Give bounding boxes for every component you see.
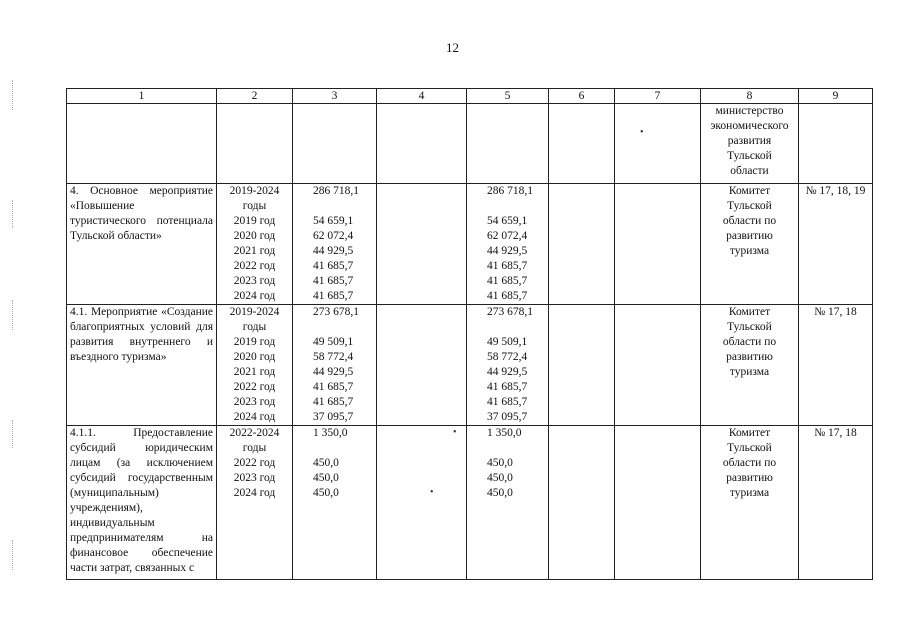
table-row xyxy=(67,104,873,184)
col6-cell xyxy=(549,305,615,426)
table-row xyxy=(67,305,873,426)
executor-line: развития xyxy=(727,135,772,147)
table-row xyxy=(67,426,873,580)
column-header: 8 xyxy=(701,89,799,104)
period-line: 2019-2024 годы xyxy=(229,185,280,212)
executor-cell xyxy=(701,305,799,426)
page-number: 12 xyxy=(446,40,459,55)
col4-cell xyxy=(377,104,467,184)
amount-line: 450,0 xyxy=(313,472,339,484)
amount-line: 41 685,7 xyxy=(313,275,354,287)
period-cell xyxy=(217,426,293,580)
period-line: 2021 год xyxy=(233,366,276,378)
regional-budget-cell xyxy=(467,104,549,184)
table-row xyxy=(67,184,873,305)
amount-line: 49 509,1 xyxy=(487,336,528,348)
col4-cell xyxy=(377,184,467,305)
executor-line: Тульской xyxy=(727,321,772,333)
period-line: 2019-2024 годы xyxy=(229,306,280,333)
total-cell xyxy=(293,426,377,580)
amount-line: 58 772,4 xyxy=(487,351,528,363)
measures-table xyxy=(66,88,873,580)
amount-line: 37 095,7 xyxy=(487,411,528,423)
regional-budget-cell xyxy=(467,426,549,580)
column-header: 4 xyxy=(377,89,467,104)
scan-speck: • xyxy=(453,427,457,438)
executor-line: развитию xyxy=(726,351,773,363)
executor-line: Комитет xyxy=(728,306,771,318)
period-line: 2024 год xyxy=(233,411,276,423)
refs-cell xyxy=(799,104,873,184)
amount-line: 49 509,1 xyxy=(313,336,354,348)
period-line: 2021 год xyxy=(233,245,276,257)
period-line: 2020 год xyxy=(233,230,276,242)
executor-line: туризма xyxy=(729,245,770,257)
amount-line: 41 685,7 xyxy=(487,290,528,302)
executor-line: области по xyxy=(722,457,777,469)
amount-line: 44 929,5 xyxy=(313,366,354,378)
column-header: 3 xyxy=(293,89,377,104)
scan-margin-mark xyxy=(12,540,16,570)
amount-line: 41 685,7 xyxy=(313,260,354,272)
amount-line: 44 929,5 xyxy=(313,245,354,257)
scan-margin-mark xyxy=(12,80,16,110)
executor-line: области по xyxy=(722,336,777,348)
amount-line: 54 659,1 xyxy=(487,215,528,227)
period-line: 2023 год xyxy=(233,275,276,287)
column-header: 9 xyxy=(799,89,873,104)
measure-name-cell xyxy=(67,104,217,184)
period-line: 2022-2024 годы xyxy=(229,427,280,454)
amount-line: 41 685,7 xyxy=(487,381,528,393)
executor-cell xyxy=(701,104,799,184)
col6-cell xyxy=(549,104,615,184)
amount-line: 450,0 xyxy=(313,487,339,499)
period-line: 2022 год xyxy=(233,260,276,272)
executor-line: развитию xyxy=(726,230,773,242)
scan-margin-mark xyxy=(12,420,16,448)
amount-line: 58 772,4 xyxy=(313,351,354,363)
col7-cell xyxy=(615,305,701,426)
executor-cell xyxy=(701,184,799,305)
amount-line: 450,0 xyxy=(313,457,339,469)
period-line: 2019 год xyxy=(233,215,276,227)
col7-cell xyxy=(615,426,701,580)
scan-margin-mark xyxy=(12,300,16,330)
amount-line: 1 350,0 xyxy=(313,427,348,439)
period-cell xyxy=(217,184,293,305)
column-header: 2 xyxy=(217,89,293,104)
period-line: 2024 год xyxy=(233,487,276,499)
total-cell xyxy=(293,104,377,184)
total-cell xyxy=(293,305,377,426)
col4-cell xyxy=(377,426,467,580)
amount-line: 62 072,4 xyxy=(313,230,354,242)
amount-line: 41 685,7 xyxy=(313,381,354,393)
col7-cell xyxy=(615,184,701,305)
col7-cell xyxy=(615,104,701,184)
executor-line: министерство xyxy=(715,105,784,117)
amount-line: 44 929,5 xyxy=(487,245,528,257)
executor-line: области по xyxy=(722,215,777,227)
executor-line: развитию xyxy=(726,472,773,484)
column-header: 1 xyxy=(67,89,217,104)
period-line: 2022 год xyxy=(233,381,276,393)
period-line: 2024 год xyxy=(233,290,276,302)
executor-line: Комитет xyxy=(728,427,771,439)
measure-name-cell: 4. Основное мероприятие «Повышение туристического потенциала Тульской области» xyxy=(67,184,217,305)
period-line: 2023 год xyxy=(233,472,276,484)
amount-line: 41 685,7 xyxy=(487,260,528,272)
amount-line: 41 685,7 xyxy=(313,396,354,408)
period-cell xyxy=(217,305,293,426)
amount-line: 62 072,4 xyxy=(487,230,528,242)
scan-speck: • xyxy=(430,487,434,498)
refs-cell: № 17, 18 xyxy=(799,426,873,580)
amount-line: 44 929,5 xyxy=(487,366,528,378)
amount-line: 1 350,0 xyxy=(487,427,522,439)
amount-line: 450,0 xyxy=(487,487,513,499)
amount-line: 273 678,1 xyxy=(487,306,533,318)
period-cell xyxy=(217,104,293,184)
amount-line: 41 685,7 xyxy=(313,290,354,302)
amount-line: 54 659,1 xyxy=(313,215,354,227)
executor-line: экономического xyxy=(710,120,789,132)
regional-budget-cell xyxy=(467,305,549,426)
total-cell xyxy=(293,184,377,305)
column-header: 7 xyxy=(615,89,701,104)
executor-line: Тульской xyxy=(727,150,772,162)
amount-line: 37 095,7 xyxy=(313,411,354,423)
amount-line: 286 718,1 xyxy=(487,185,533,197)
measure-name-cell: 4.1. Мероприятие «Создание благоприятных условий для развития внутреннего и въездного туризма» xyxy=(67,305,217,426)
regional-budget-cell xyxy=(467,184,549,305)
scan-margin-mark xyxy=(12,200,16,228)
measure-name-cell: 4.1.1. Предоставление субсидий юридическим лицам (за исключением субсидий государственным (муниципальным) учреждениям), индивидуальным предпринимателям на финансовое обеспечение части затрат, связанных с xyxy=(67,426,217,580)
col4-cell xyxy=(377,305,467,426)
executor-line: туризма xyxy=(729,366,770,378)
executor-cell xyxy=(701,426,799,580)
refs-cell: № 17, 18 xyxy=(799,305,873,426)
col6-cell xyxy=(549,426,615,580)
amount-line: 273 678,1 xyxy=(313,306,359,318)
column-number-row xyxy=(67,89,873,104)
scan-speck: • xyxy=(640,127,644,138)
period-line: 2020 год xyxy=(233,351,276,363)
executor-line: Тульской xyxy=(727,200,772,212)
executor-line: области xyxy=(730,165,769,177)
col6-cell xyxy=(549,184,615,305)
period-line: 2023 год xyxy=(233,396,276,408)
executor-line: туризма xyxy=(729,487,770,499)
amount-line: 286 718,1 xyxy=(313,185,359,197)
amount-line: 450,0 xyxy=(487,457,513,469)
executor-line: Тульской xyxy=(727,442,772,454)
amount-line: 41 685,7 xyxy=(487,396,528,408)
column-header: 6 xyxy=(549,89,615,104)
period-line: 2022 год xyxy=(233,457,276,469)
amount-line: 450,0 xyxy=(487,472,513,484)
refs-cell: № 17, 18, 19 xyxy=(799,184,873,305)
executor-line: Комитет xyxy=(728,185,771,197)
column-header: 5 xyxy=(467,89,549,104)
period-line: 2019 год xyxy=(233,336,276,348)
amount-line: 41 685,7 xyxy=(487,275,528,287)
